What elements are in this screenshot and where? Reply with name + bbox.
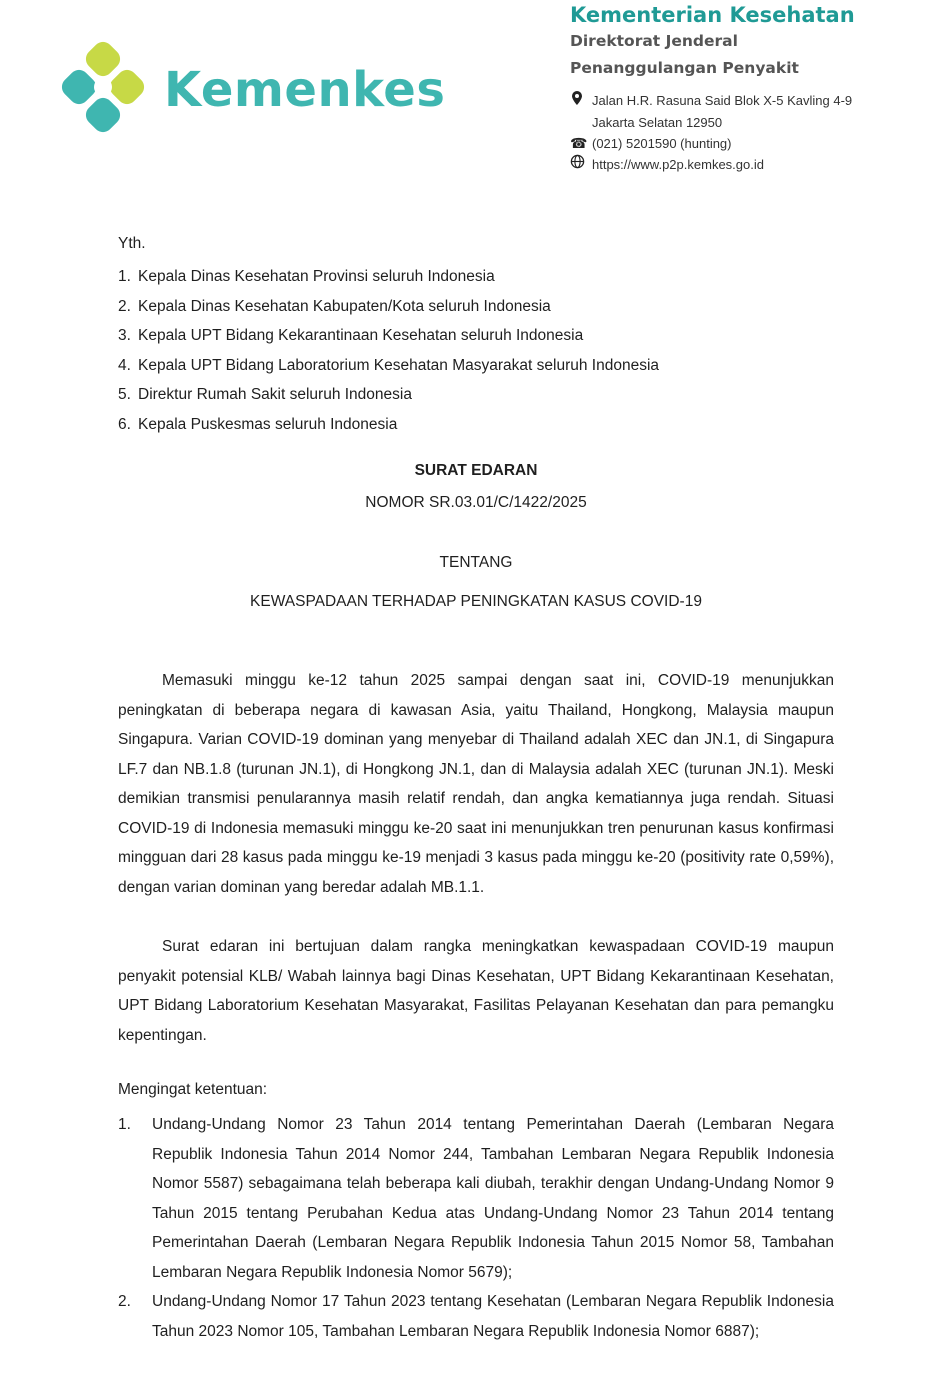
ministry-name: Kementerian Kesehatan bbox=[570, 3, 855, 27]
list-item: 1. Undang-Undang Nomor 23 Tahun 2014 tentang Pemerintahan Daerah (Lembaran Negara Republik Indonesia Tahun 2014 Nomor 244, Tambahan Lembaran Negara Republik Indonesia Nomor 5587) sebagaimana telah beberapa kali diubah, terakhir dengan Undang-Undang Nomor 9 Tahun 2015 tentang Perubahan Kedua atas Undang-Undang Nomor 23 Tahun 2014 tentang Pemerintahan Daerah (Lembaran Negara Republik Indonesia Tahun 2015 Nomor 58, Tambahan Lembaran Negara Republik Indonesia Nomor 5679); bbox=[118, 1116, 834, 1281]
recipient-list bbox=[118, 262, 834, 439]
body-paragraph-1: Memasuki minggu ke-12 tahun 2025 sampai dengan saat ini, COVID-19 menunjukkan peningkatan di beberapa negara di kawasan Asia, yaitu Thailand, Hongkong, Malaysia maupun Singapura. Varian COVID-19 dominan yang menyebar di Thailand adalah XEC dan JN.1, di Singapura LF.7 dan NB.1.8 (turunan JN.1), di Hongkong JN.1, dan di Malaysia adalah XEC (turunan JN.1). Meski demikian transmisi penularannya masih relatif rendah, dan angka kematiannya juga rendah. Situasi COVID-19 di Indonesia memasuki minggu ke-20 saat ini menunjukkan tren penurunan kasus konfirmasi mingguan dari 28 kasus pada minggu ke-19 menjadi 3 kasus pada minggu ke-20 (positivity rate 0,59%), dengan varian dominan yang beredar adalah MB.1.1. bbox=[118, 672, 834, 896]
contact-block bbox=[570, 90, 920, 175]
list-item: 6. Kepala Puskesmas seluruh Indonesia bbox=[118, 415, 398, 433]
location-pin-icon bbox=[570, 90, 592, 112]
list-item: 3. Kepala UPT Bidang Kekarantinaan Kesehatan seluruh Indonesia bbox=[118, 327, 584, 344]
legal-basis-list bbox=[118, 1110, 834, 1346]
address-line-1: Jalan H.R. Rasuna Said Blok X-5 Kavling 4-9 bbox=[592, 93, 853, 108]
phone-number: (021) 5201590 (hunting) bbox=[592, 136, 732, 151]
brand-wordmark: Kemenkes bbox=[164, 62, 446, 118]
list-item: 2. Kepala Dinas Kesehatan Kabupaten/Kota seluruh Indonesia bbox=[118, 297, 551, 315]
document-type: SURAT EDARAN bbox=[414, 462, 538, 479]
document-number: NOMOR SR.03.01/C/1422/2025 bbox=[365, 494, 587, 511]
kemenkes-logo-icon bbox=[60, 40, 150, 140]
document-subject: KEWASPADAAN TERHADAP PENINGKATAN KASUS COVID-19 bbox=[250, 593, 702, 610]
directorate-line-2: Penanggulangan Penyakit bbox=[570, 59, 799, 77]
website-link[interactable]: https://www.p2p.kemkes.go.id bbox=[592, 157, 764, 172]
phone-icon: ☎ bbox=[570, 135, 588, 151]
list-item: 2. Undang-Undang Nomor 17 Tahun 2023 tentang Kesehatan (Lembaran Negara Republik Indonesia Tahun 2023 Nomor 105, Tambahan Lembaran Negara Republik Indonesia Nomor 6887); bbox=[118, 1293, 834, 1340]
considering-label: Mengingat ketentuan: bbox=[118, 1081, 268, 1098]
salutation: Yth. bbox=[118, 235, 146, 252]
address-line-2: Jakarta Selatan 12950 bbox=[592, 115, 723, 130]
body-paragraph-2: Surat edaran ini bertujuan dalam rangka meningkatkan kewaspadaan COVID-19 maupun penyakit potensial KLB/ Wabah lainnya bagi Dinas Kesehatan, UPT Bidang Kekarantinaan Kesehatan, UPT Bidang Laboratorium Kesehatan Masyarakat, Fasilitas Pelayanan Kesehatan dan para pemangku kepentingan. bbox=[118, 938, 834, 1044]
list-item: 4. Kepala UPT Bidang Laboratorium Kesehatan Masyarakat seluruh Indonesia bbox=[118, 356, 660, 374]
directorate-line-1: Direktorat Jenderal bbox=[570, 32, 738, 50]
letterhead-info bbox=[570, 2, 920, 175]
about-label: TENTANG bbox=[439, 554, 513, 571]
list-item: 1. Kepala Dinas Kesehatan Provinsi seluruh Indonesia bbox=[118, 268, 495, 285]
list-item: 5. Direktur Rumah Sakit seluruh Indonesia bbox=[118, 386, 412, 403]
globe-icon bbox=[570, 154, 592, 175]
